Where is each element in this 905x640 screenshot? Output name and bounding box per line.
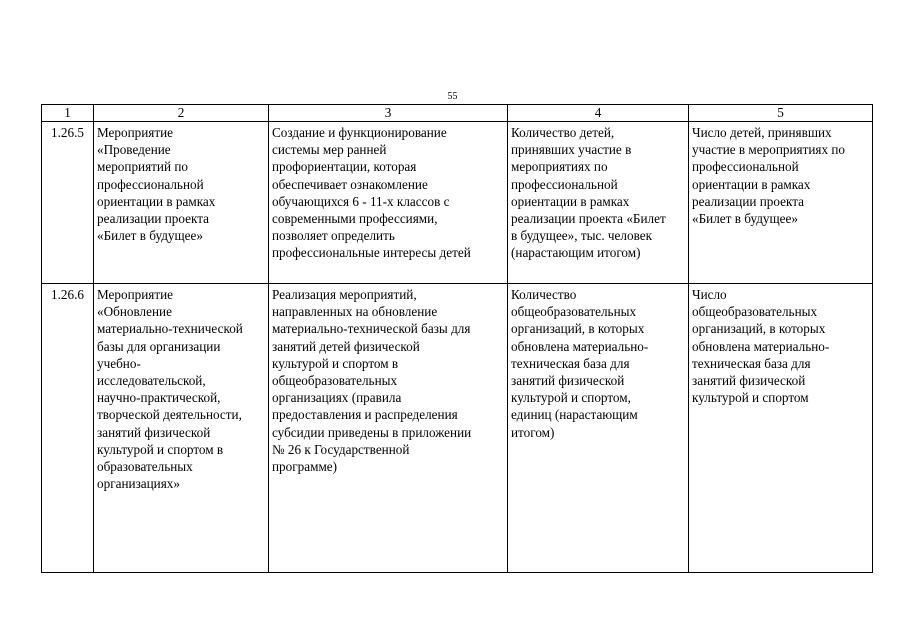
event-description-cell: Создание и функционирование системы мер ранней профориентации, которая обеспечивает ознакомление обучающихся 6 - 11-х классов с современными профессиями, позволяет определить профессиональные интересы детей [269, 122, 508, 284]
column-header-4: 4 [508, 105, 689, 122]
event-description-cell: Реализация мероприятий, направленных на обновление материально-технической базы для занятий детей физической культурой и спортом в общеобразовательных организациях (правила предоставления и распределения субсидии приведены в приложении № 26 к Государственной программе) [269, 284, 508, 573]
column-header-5: 5 [689, 105, 873, 122]
program-table [41, 104, 873, 573]
result-cell: Число общеобразовательных организаций, в которых обновлена материально- техническая база для занятий физической культурой и спортом [689, 284, 873, 573]
row-number: 1.26.5 [42, 122, 94, 284]
row-number: 1.26.6 [42, 284, 94, 573]
event-name-cell: Мероприятие «Обновление материально-технической базы для организации учебно- исследовательской, научно-практической, творческой деятельности, занятий физической культурой и спортом в образовательных организациях» [94, 284, 269, 573]
table-row [42, 122, 873, 284]
indicator-cell: Количество детей, принявших участие в мероприятиях по профессиональной ориентации в рамках реализации проекта «Билет в будущее», тыс. человек (нарастающим итогом) [508, 122, 689, 284]
page-number: 55 [447, 91, 458, 102]
result-cell: Число детей, принявших участие в мероприятиях по профессиональной ориентации в рамках реализации проекта «Билет в будущее» [689, 122, 873, 284]
indicator-cell: Количество общеобразовательных организаций, в которых обновлена материально- техническая база для занятий физической культурой и спортом, единиц (нарастающим итогом) [508, 284, 689, 573]
table-row [42, 284, 873, 573]
event-name-cell: Мероприятие «Проведение мероприятий по профессиональной ориентации в рамках реализации проекта «Билет в будущее» [94, 122, 269, 284]
column-header-2: 2 [94, 105, 269, 122]
column-header-1: 1 [42, 105, 94, 122]
column-header-3: 3 [269, 105, 508, 122]
table-header-row [42, 105, 873, 122]
